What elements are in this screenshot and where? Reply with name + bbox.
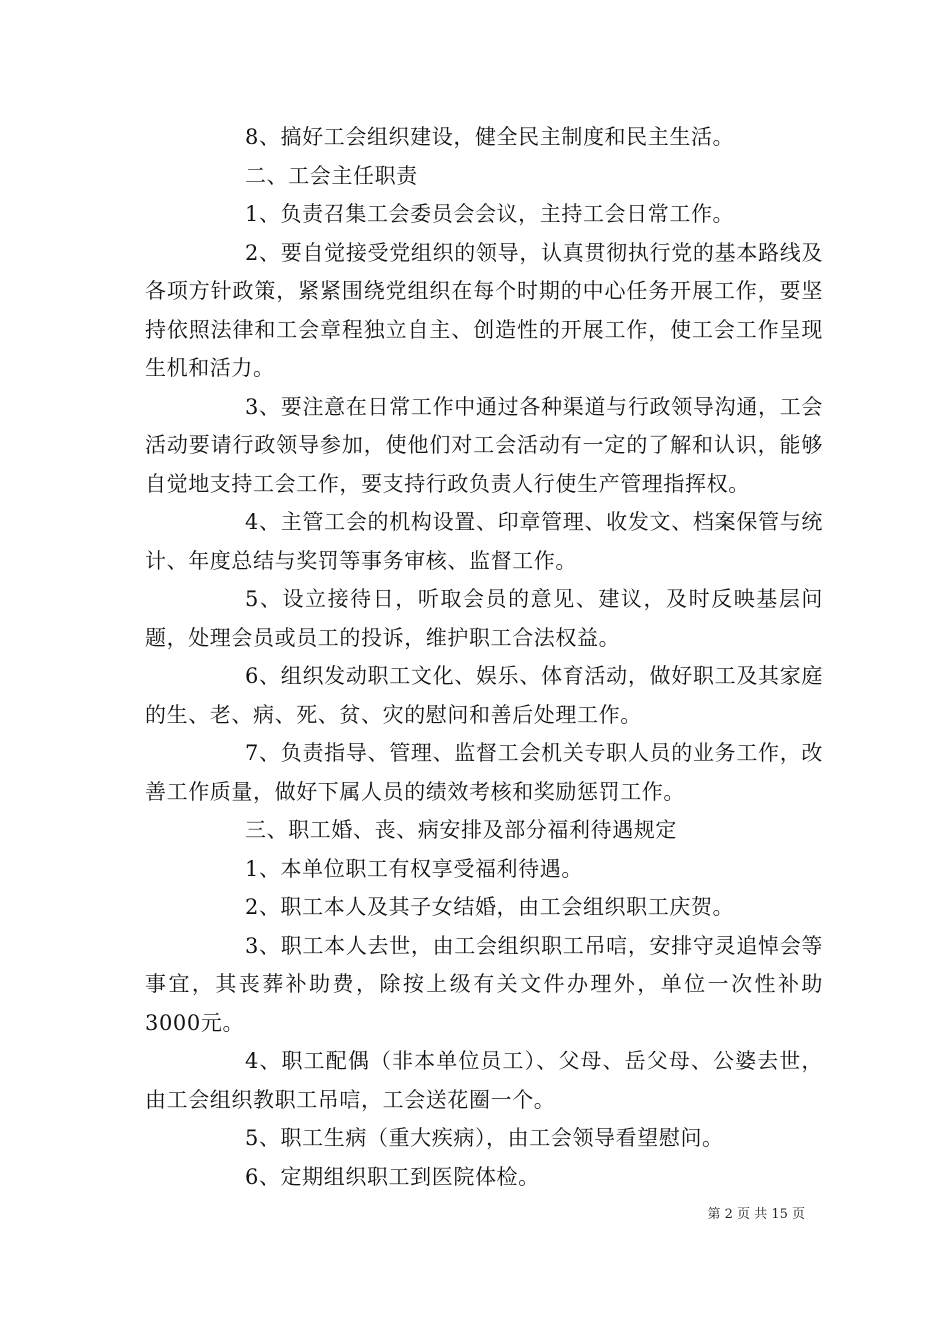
paragraph-duty-7: 7、负责指导、管理、监督工会机关专职人员的业务工作，改善工作质量，做好下属人员的绩效考核和奖励惩罚工作。: [145, 741, 823, 804]
paragraph-duty-4: 4、主管工会的机构设置、印章管理、收发文、档案保管与统计、年度总结与奖罚等事务审核、监督工作。: [145, 510, 823, 573]
document-body: [145, 118, 823, 1196]
paragraph-duty-1: 1、负责召集工会委员会会议，主持工会日常工作。: [245, 202, 735, 226]
paragraph-duty-6: 6、组织发动职工文化、娱乐、体育活动，做好职工及其家庭的生、老、病、死、贫、灾的慰问和善后处理工作。: [145, 664, 823, 727]
paragraph-welfare-5: 5、职工生病（重大疾病），由工会领导看望慰问。: [245, 1126, 724, 1150]
page-number-footer: 第 2 页 共 15 页: [707, 1207, 805, 1222]
paragraph-welfare-3: 3、职工本人去世，由工会组织职工吊唁，安排守灵追悼会等事宜，其丧葬补助费，除按上级有关文件办理外，单位一次性补助3000元。: [145, 933, 823, 1035]
section-heading-union-chair-duties: 二、工会主任职责: [245, 163, 418, 188]
paragraph-welfare-4: 4、职工配偶（非本单位员工）、父母、岳父母、公婆去世，由工会组织教职工吊唁，工会送花圈一个。: [145, 1049, 823, 1112]
paragraph-duty-5: 5、设立接待日，听取会员的意见、建议，及时反映基层问题，处理会员或员工的投诉，维护职工合法权益。: [145, 587, 823, 650]
section-heading-welfare-rules: 三、职工婚、丧、病安排及部分福利待遇规定: [245, 818, 677, 842]
paragraph-welfare-6: 6、定期组织职工到医院体检。: [245, 1164, 540, 1189]
paragraph-item-8: 8、搞好工会组织建设，健全民主制度和民主生活。: [245, 125, 735, 149]
paragraph-welfare-1: 1、本单位职工有权享受福利待遇。: [245, 856, 583, 881]
paragraph-duty-3: 3、要注意在日常工作中通过各种渠道与行政领导沟通，工会活动要请行政领导参加，使他们对工会活动有一定的了解和认识，能够自觉地支持工会工作，要支持行政负责人行使生产管理指挥权。: [145, 394, 823, 496]
paragraph-welfare-2: 2、职工本人及其子女结婚，由工会组织职工庆贺。: [245, 895, 735, 919]
paragraph-duty-2: 2、要自觉接受党组织的领导，认真贯彻执行党的基本路线及各项方针政策，紧紧围绕党组织在每个时期的中心任务开展工作，要坚持依照法律和工会章程独立自主、创造性的开展工作，使工会工作呈现生机和活力。: [145, 240, 823, 380]
